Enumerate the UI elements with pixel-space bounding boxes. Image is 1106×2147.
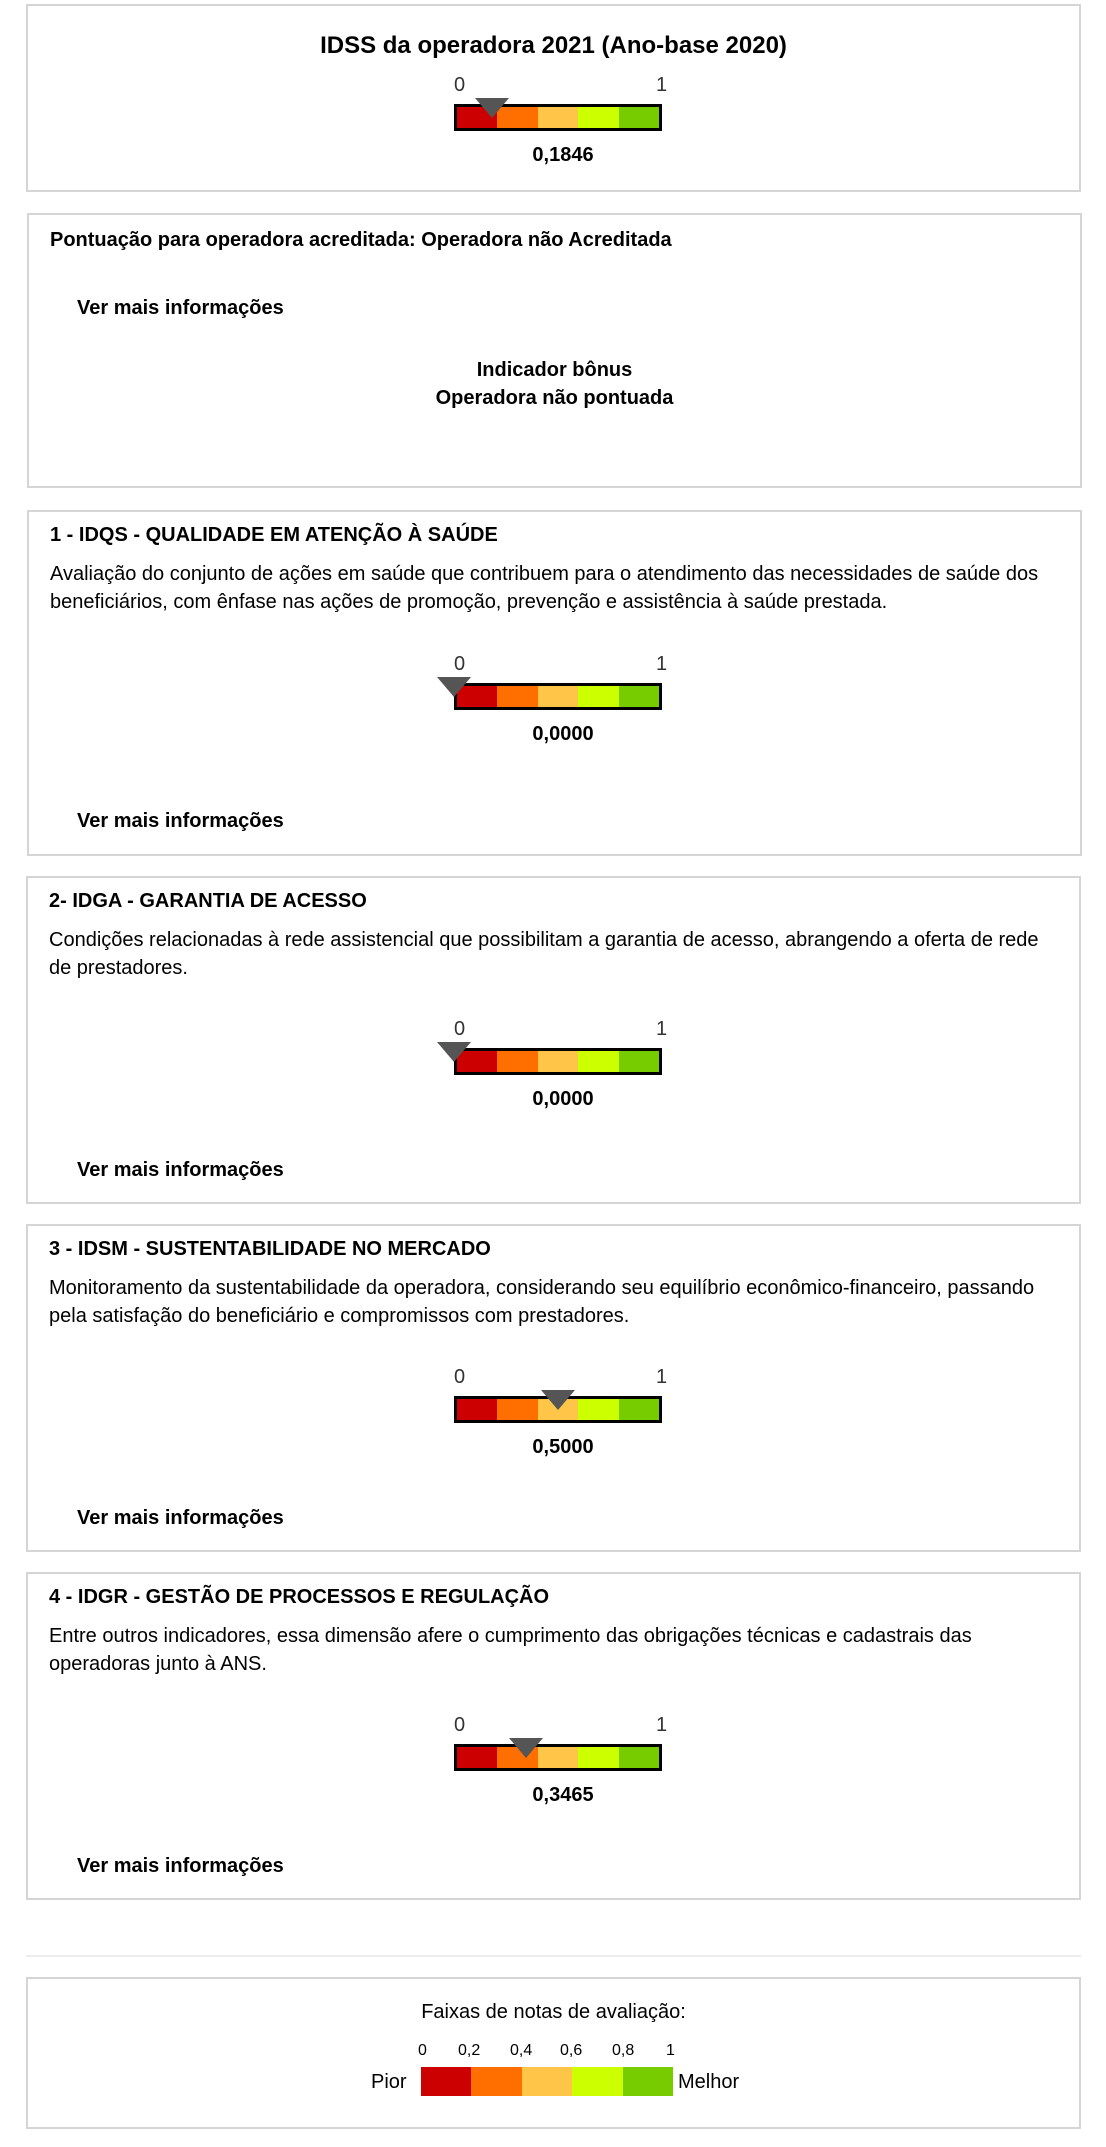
bonus-indicator-status: Operadora não pontuada [435, 387, 674, 409]
gauge-min-label: 0 [454, 653, 466, 675]
accreditation-card [27, 213, 1082, 488]
legend-tick: 0,2 [458, 2042, 481, 2059]
gauge-max-label: 1 [656, 1714, 668, 1736]
gauge-band-4 [578, 1747, 618, 1768]
gauge-band-1 [457, 1747, 497, 1768]
legend-band-4 [572, 2067, 622, 2096]
more-info-link[interactable]: Ver mais informações [77, 1507, 284, 1529]
dimension-gauge [448, 1018, 668, 1122]
gauge-band-2 [497, 686, 537, 707]
idss-gauge [448, 74, 668, 178]
dimension-title: 4 - IDGR - GESTÃO DE PROCESSOS E REGULAÇÃO [49, 1586, 550, 1608]
gauge-marker-icon [509, 1738, 543, 1758]
gauge-value: 0,1846 [532, 144, 594, 166]
gauge-min-label: 0 [454, 1714, 466, 1736]
dimension-description: Condições relacionadas à rede assistencial que possibilitam a garantia de acesso, abrangendo a oferta de rede de prestadores. [49, 929, 1039, 979]
more-info-link[interactable]: Ver mais informações [77, 297, 284, 319]
dimension-title: 1 - IDQS - QUALIDADE EM ATENÇÃO À SAÚDE [50, 524, 498, 546]
gauge-band-4 [578, 686, 618, 707]
legend-ticks [418, 2042, 718, 2062]
legend-worst-label: Pior [371, 2071, 407, 2093]
gauge-min-label: 0 [454, 1366, 466, 1388]
more-info-link[interactable]: Ver mais informações [77, 810, 284, 832]
legend-band-5 [623, 2067, 673, 2096]
gauge-band-5 [619, 107, 659, 128]
gauge-value: 0,5000 [532, 1436, 594, 1458]
gauge-marker-icon [541, 1390, 575, 1410]
legend-band-1 [421, 2067, 471, 2096]
gauge-band-5 [619, 1051, 659, 1072]
gauge-value: 0,0000 [532, 1088, 594, 1110]
dimension-gauge [448, 1366, 668, 1470]
gauge-band-5 [619, 686, 659, 707]
gauge-band-4 [578, 107, 618, 128]
gauge-band-3 [538, 107, 578, 128]
gauge-max-label: 1 [656, 653, 668, 675]
legend-band-2 [471, 2067, 521, 2096]
dimension-title: 3 - IDSM - SUSTENTABILIDADE NO MERCADO [49, 1238, 491, 1260]
legend-tick: 1 [666, 2042, 675, 2059]
gauge-marker-icon [437, 1042, 471, 1062]
dimension-card-idsm [26, 1224, 1081, 1552]
score-range-legend [26, 1977, 1081, 2129]
gauge-bar [454, 1744, 662, 1771]
dimension-title: 2- IDGA - GARANTIA DE ACESSO [49, 890, 367, 912]
dimension-card-idga [26, 876, 1081, 1204]
gauge-value: 0,3465 [532, 1784, 594, 1806]
dimension-gauge [448, 1714, 668, 1818]
dimension-description: Monitoramento da sustentabilidade da operadora, considerando seu equilíbrio econômico-financeiro, passando pela satisfação do beneficiário e compromissos com prestadores. [49, 1277, 1035, 1327]
legend-band-3 [522, 2067, 572, 2096]
gauge-band-4 [578, 1399, 618, 1420]
gauge-max-label: 1 [656, 1018, 668, 1040]
legend-color-bar [421, 2067, 673, 2096]
gauge-min-label: 0 [454, 1018, 466, 1040]
gauge-band-2 [497, 1399, 537, 1420]
gauge-band-3 [538, 686, 578, 707]
gauge-bar [454, 683, 662, 710]
gauge-min-label: 0 [454, 74, 466, 96]
more-info-link[interactable]: Ver mais informações [77, 1855, 284, 1877]
legend-title: Faixas de notas de avaliação: [421, 2001, 686, 2023]
dimension-card-idqs [27, 510, 1082, 856]
gauge-band-3 [538, 1747, 578, 1768]
gauge-band-2 [497, 1051, 537, 1072]
legend-tick: 0,8 [612, 2042, 635, 2059]
gauge-bar [454, 1048, 662, 1075]
legend-best-label: Melhor [678, 2071, 740, 2093]
legend-tick: 0,6 [560, 2042, 583, 2059]
gauge-band-3 [538, 1051, 578, 1072]
dimension-card-idgr [26, 1572, 1081, 1900]
legend-tick: 0 [418, 2042, 427, 2059]
gauge-band-4 [578, 1051, 618, 1072]
dimension-description: Entre outros indicadores, essa dimensão afere o cumprimento das obrigações técnicas e cadastrais das operadoras junto à ANS. [49, 1625, 972, 1675]
gauge-max-label: 1 [656, 1366, 668, 1388]
gauge-band-1 [457, 1399, 497, 1420]
divider [26, 1955, 1081, 1957]
bonus-indicator-title: Indicador bônus [476, 359, 633, 381]
legend-tick: 0,4 [510, 2042, 533, 2059]
accreditation-title: Pontuação para operadora acreditada: Operadora não Acreditada [50, 229, 672, 251]
gauge-value: 0,0000 [532, 723, 594, 745]
gauge-marker-icon [437, 677, 471, 697]
dimension-gauge [448, 653, 668, 757]
gauge-band-5 [619, 1747, 659, 1768]
more-info-link[interactable]: Ver mais informações [77, 1159, 284, 1181]
idss-summary-card [26, 4, 1081, 192]
gauge-max-label: 1 [656, 74, 668, 96]
gauge-band-5 [619, 1399, 659, 1420]
page-title: IDSS da operadora 2021 (Ano-base 2020) [320, 32, 787, 59]
gauge-marker-icon [475, 98, 509, 118]
dimension-description: Avaliação do conjunto de ações em saúde que contribuem para o atendimento das necessidades de saúde dos beneficiários, com ênfase nas ações de promoção, prevenção e assistência à saúde prestada. [50, 563, 1039, 613]
